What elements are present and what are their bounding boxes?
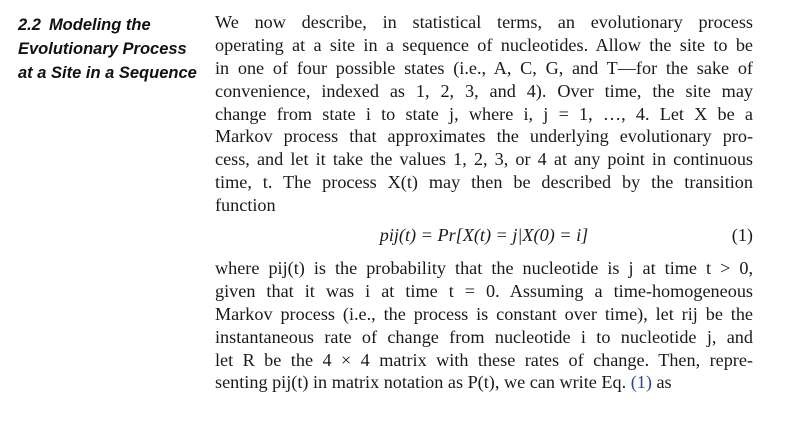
paragraph-1-line: Markov process that approximates the underlying evolutionary pro- (215, 126, 753, 147)
section-title-part-1: Modeling the (48, 16, 151, 34)
section-heading (18, 13, 198, 85)
paragraph-1-line: cess, and let it take the values 1, 2, 3, or 4 at any point in continuous (215, 149, 753, 170)
paragraph-2-line: given that it was i at time t = 0. Assuming a time-homogeneous (215, 280, 753, 301)
paragraph-2-line: instantaneous rate of change from nucleotide i to nucleotide j, and (215, 326, 753, 347)
section-title-part-3: at a Site in a Sequence (18, 64, 197, 82)
paragraph-1-line: function (215, 195, 276, 216)
paragraph-2-line: Markov process (i.e., the process is constant over time), let rij be the (215, 303, 753, 324)
paragraph-2-line-text: senting pij(t) in matrix notation as P(t), we can write Eq. (215, 372, 631, 393)
paragraph-2-line-end: as (651, 372, 672, 393)
paragraph-1-line: convenience, indexed as 1, 2, 3, and 4). Over time, the site may (215, 80, 753, 101)
section-heading-line-1 (18, 13, 198, 37)
equation-number: (1) (731, 225, 753, 246)
body-text (215, 11, 753, 394)
paragraph-2-line: let R be the 4 × 4 matrix with these rates of change. Then, repre- (215, 349, 753, 370)
paragraph-2-line: where pij(t) is the probability that the nucleotide is j at time t > 0, (215, 258, 753, 279)
transition-equation: pij(t) = Pr[X(t) = j|X(0) = i] (379, 225, 589, 246)
paragraph-1-line: We now describe, in statistical terms, an evolutionary process (215, 12, 753, 32)
equation-row (215, 221, 753, 257)
section-title-part-2: Evolutionary Process (18, 40, 187, 58)
paragraph-2-line (215, 371, 753, 394)
paragraph-1-line: in one of four possible states (i.e., A, C, G, and T—for the sake of (215, 57, 753, 78)
paragraph-1-line: operating at a site in a sequence of nucleotides. Allow the site to be (215, 34, 753, 55)
section-number: 2.2 (18, 16, 41, 34)
equation-reference-link[interactable]: (1) (630, 372, 652, 393)
paragraph-1-line: change from state i to state j, where i, j = 1, …, 4. Let X be a (215, 103, 753, 124)
paragraph-1-line: time, t. The process X(t) may then be described by the transition (215, 172, 753, 193)
